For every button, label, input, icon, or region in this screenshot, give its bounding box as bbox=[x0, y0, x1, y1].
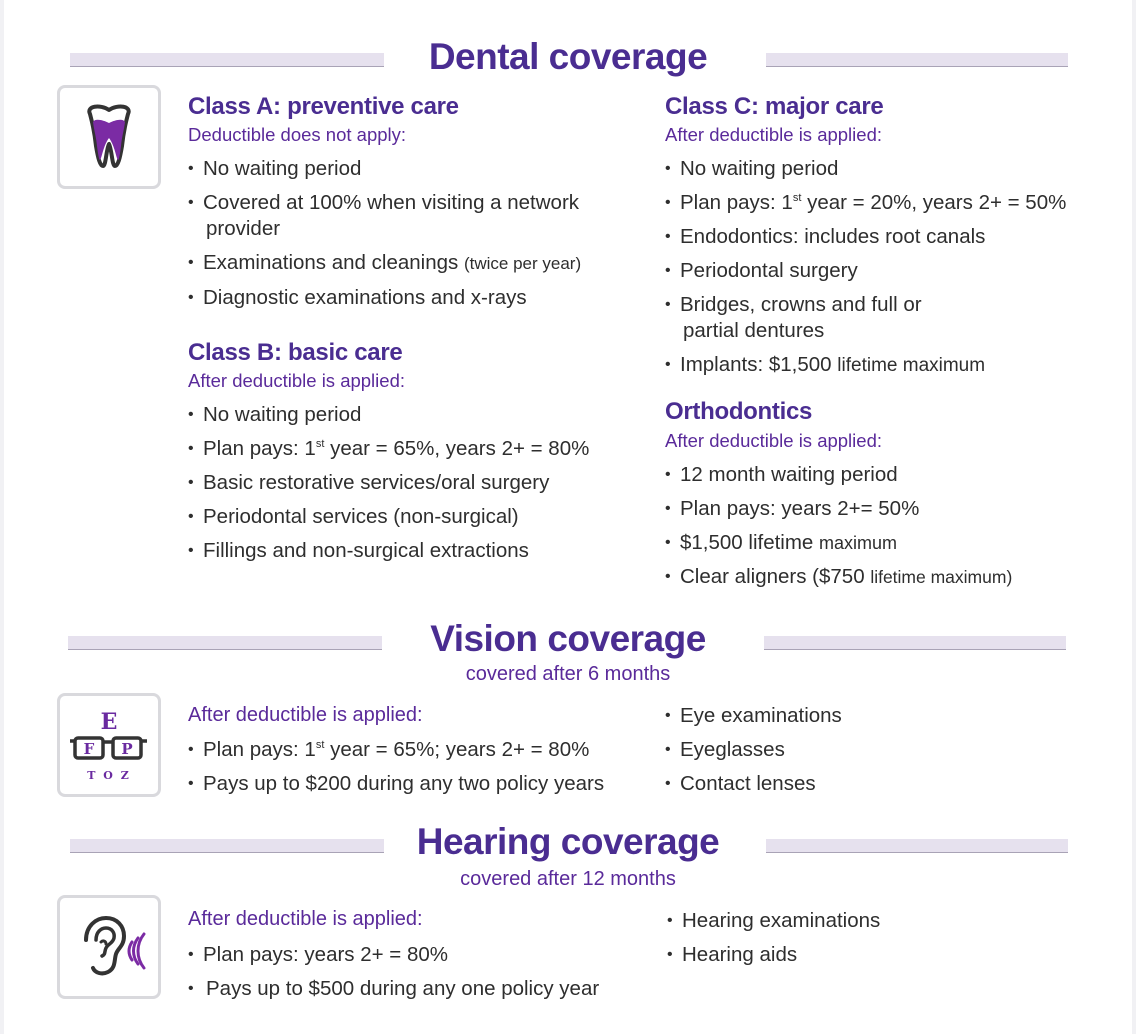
ear-sound-icon bbox=[60, 898, 158, 996]
orthodontics-list bbox=[665, 462, 1105, 590]
list-item: • Fillings and non-surgical extractions bbox=[188, 538, 648, 564]
list-item: • Basic restorative services/oral surgery bbox=[188, 470, 648, 496]
list-item: • No waiting period bbox=[665, 156, 1105, 182]
class-a-heading: Class A: preventive care bbox=[188, 93, 459, 120]
list-item: • Examinations and cleanings (twice per year) bbox=[188, 250, 648, 277]
class-c-heading: Class C: major care bbox=[665, 93, 884, 120]
dental-title: Dental coverage bbox=[428, 36, 708, 77]
vision-list bbox=[188, 737, 658, 797]
list-item: • Pays up to $200 during any two policy years bbox=[188, 771, 658, 797]
class-a-list bbox=[188, 156, 648, 311]
ear-icon-box bbox=[57, 895, 161, 999]
list-item: • Plan pays: 1st year = 20%, years 2+ = 50% bbox=[665, 190, 1105, 216]
class-c-list bbox=[665, 156, 1105, 379]
list-item: • Eyeglasses bbox=[665, 737, 965, 763]
vision-title: Vision coverage bbox=[430, 618, 706, 659]
list-item: • Bridges, crowns and full or partial dentures bbox=[665, 292, 1105, 344]
class-b-heading: Class B: basic care bbox=[188, 339, 403, 366]
chart-letter: P bbox=[121, 740, 133, 758]
list-item: • Plan pays: 1st year = 65%; years 2+ = 80% bbox=[188, 737, 658, 763]
chart-letter: E bbox=[100, 709, 118, 735]
hearing-subtitle: covered after 12 months bbox=[460, 868, 676, 890]
class-b-subheading: After deductible is applied: bbox=[188, 370, 405, 391]
list-item: • Contact lenses bbox=[665, 771, 965, 797]
tooth-icon bbox=[60, 88, 158, 186]
list-item: • Covered at 100% when visiting a network provider bbox=[188, 190, 648, 242]
chart-letter: T O Z bbox=[87, 769, 131, 782]
class-b-list bbox=[188, 402, 648, 564]
list-item: • Hearing examinations bbox=[667, 908, 967, 934]
list-item: • Diagnostic examinations and x-rays bbox=[188, 285, 648, 311]
orthodontics-subheading: After deductible is applied: bbox=[665, 430, 882, 451]
hearing-title: Hearing coverage bbox=[416, 821, 720, 862]
class-c-subheading: After deductible is applied: bbox=[665, 124, 882, 145]
list-item: • Plan pays: years 2+ = 80% bbox=[188, 942, 658, 968]
hearing-list-right bbox=[667, 908, 967, 968]
list-item: • 12 month waiting period bbox=[665, 462, 1105, 488]
list-item: • Plan pays: 1st year = 65%, years 2+ = 80% bbox=[188, 436, 648, 462]
list-item: • Hearing aids bbox=[667, 942, 967, 968]
list-item: • Endodontics: includes root canals bbox=[665, 224, 1105, 250]
list-item: • Plan pays: years 2+= 50% bbox=[665, 496, 1105, 522]
vision-subheading: After deductible is applied: bbox=[188, 704, 423, 726]
hearing-list bbox=[188, 942, 658, 1002]
list-item: • Periodontal surgery bbox=[665, 258, 1105, 284]
eye-chart-icon-box bbox=[57, 693, 161, 797]
chart-letter: F bbox=[83, 740, 95, 758]
tooth-icon-box bbox=[57, 85, 161, 189]
list-item: • No waiting period bbox=[188, 402, 648, 428]
vision-list-right bbox=[665, 703, 965, 797]
list-item: • $1,500 lifetime maximum bbox=[665, 530, 1105, 556]
list-item: • Implants: $1,500 lifetime maximum bbox=[665, 352, 1105, 379]
orthodontics-heading: Orthodontics bbox=[665, 398, 813, 425]
hearing-subheading: After deductible is applied: bbox=[188, 908, 423, 930]
list-item: • No waiting period bbox=[188, 156, 648, 182]
list-item: • Periodontal services (non-surgical) bbox=[188, 504, 648, 530]
class-a-subheading: Deductible does not apply: bbox=[188, 124, 407, 145]
vision-subtitle: covered after 6 months bbox=[465, 663, 671, 685]
list-item: • Eye examinations bbox=[665, 703, 965, 729]
eye-chart-icon bbox=[60, 696, 158, 794]
list-item: • Pays up to $500 during any one policy year bbox=[188, 976, 658, 1002]
list-item: • Clear aligners ($750 lifetime maximum) bbox=[665, 564, 1105, 590]
